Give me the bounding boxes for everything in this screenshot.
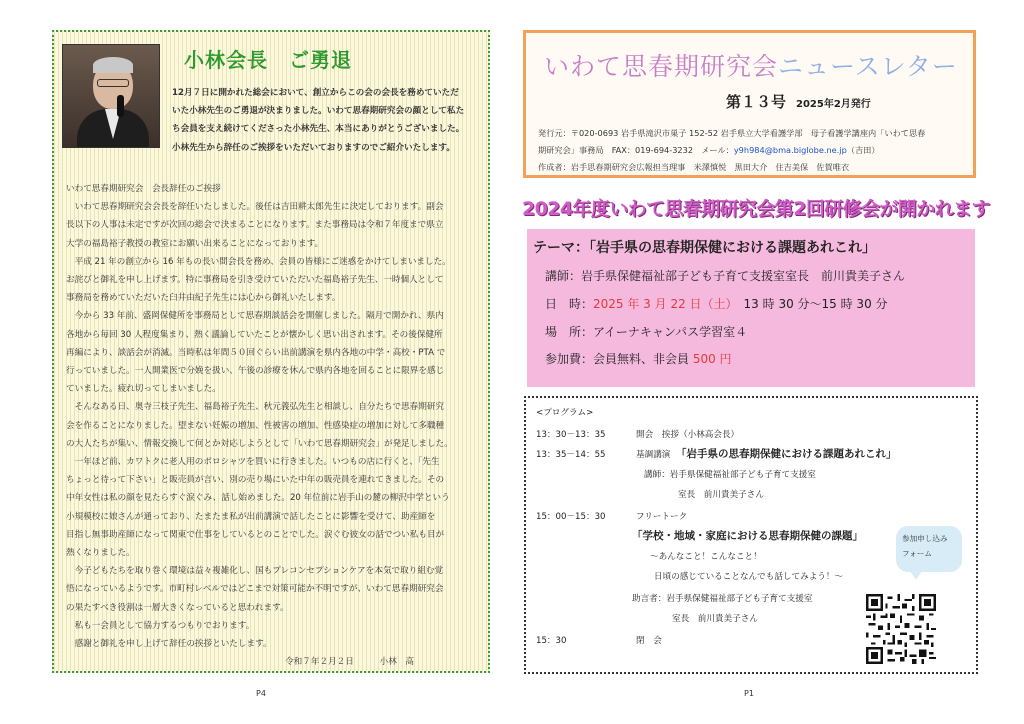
microphone-icon [117,95,124,117]
issue-number: 第１３号 [726,93,787,111]
program-time-2: 13：35－14：55 [536,450,606,460]
seminar-headline: 2024年度いわて思春期研究会第2回研修会が開かれます [522,198,990,220]
program-heading: <プログラム> [536,408,594,418]
lecturer-line: 講師：岩手県保健福祉部子ども子育て支援室室長 前川貴美子さん [545,269,906,283]
program-label-2: 基調講演 [636,450,671,460]
keynote-title: 「岩手県の思春期保健における課題あれこれ」 [676,448,897,460]
page-number-right: P1 [744,689,754,698]
program-time-3: 15：00－15：30 [536,512,606,522]
authors-line: 作成者：岩手思春期研究会広報担当理事 米澤慎悦 黒田大介 住吉美保 佐賀唯衣 [538,162,850,172]
page-number-left: P4 [256,689,266,698]
free-talk-title: 「学校・地域・家庭における思春期保健の課題」 [632,530,863,542]
letter-heading: いわて思春期研究会 会長辞任のご挨拶 [66,184,221,194]
keynote-lecturer-2: 室長 前川貴美子さん [678,490,764,500]
free-talk-sub-2: 日頃の感じていることなんでも話してみよう！～ [654,572,844,582]
program-label-3: フリートーク [636,512,688,522]
signup-form-bubble: 参加申し込み フォーム [896,526,962,572]
keynote-lecturer-1: 講師：岩手県保健福祉部子ども子育て支援室 [644,470,816,480]
issue-date: 2025年2月発行 [796,99,871,110]
letter-signature: 令和７年２月２日 小林 高 [285,657,414,668]
signup-qr-code[interactable] [866,594,936,664]
fee-line: 参加費：会員無料、非会員 500 円 [545,352,732,366]
seminar-theme-box [527,229,975,387]
program-box [524,396,978,674]
date-line: 日 時：2025 年 3 月 22 日（土） 13 時 30 分～15 時 30 分 [545,297,888,311]
program-item-1: 開会 挨拶（小林高会長） [636,430,740,440]
theme-title: テーマ：「岩手県の思春期保健における課題あれこれ」 [533,240,876,256]
newsletter-title: いわて思春期研究会ニュースレター [544,52,958,81]
intro-text: 12月７日に開かれた総会において、創立からこの会の会長を務めていただ いた小林先生のご勇退が決まりました。いわて思春期研究会の顔として私た ち会員を支え続けてくださった小林先生、本当にありがとうございました。 小林先生から辞任のご挨拶をいただいておりますのでご紹介いたします。 [172,88,465,153]
advisor-line-2: 室長 前川貴美子さん [672,614,758,624]
place-line: 場 所：アイーナキャンパス学習室４ [545,325,748,339]
free-talk-sub-1: ～あんなこと！こんなこと！ [650,552,762,562]
program-time-4: 15：30 [536,636,567,646]
left-page-panel [52,30,490,673]
newsletter-header-box [523,30,976,178]
program-item-4: 閉 会 [636,636,662,646]
chairman-photo [62,44,160,148]
resignation-letter: いわて思春期研究会 会長辞任のご挨拶 いわて思春期研究会会長を辞任いたしました。後任は吉田耕太郎先生に決定しております。副会 長以下の人事は未定ですが次回の総会で決まることになります。また事務局は令和７年度まで県立 大学の福島裕子教授の教室にお願い出来ることになっております。 平成 21 年の創立から 16 年もの長い間会長を務め、会員の皆様にご迷惑をかけてしまいました。 お詫びと御礼を申し上げます。特に事務局を引き受けていただいた福島裕子先生、一時個人として 事務局を務めていただいた臼井由紀子先生には心から御礼いたします。 今から 33 年前、盛岡保健所を事務局として思春期談話会を開催しました。隔月で開かれ、県内 各地から毎回 30 人程度集まり、熱く議論していたことが懐かしく思い出されます。その後保健所 再編により、談話会が消滅。当時私は年間５０回ぐらい出前講演を県内各地の中学・高校・PTA で 行っていました。一人開業医で分娩を扱い、午後の診療を休んで県内各地を回ることに限界を感じ ていました。疲れ切ってしまいました。 そんなある日、奥寺三枝子先生、福島裕子先生、秋元義弘先生と相談し、自分たちで思春期研究 会を作ることになりました。望まない妊娠の増加、性被害の増加、性感染症の増加に対して多職種 の大人たちが集い、情報交換して何とか対応しようとして「いわて思春期研究会」が発足しました。 一年ほど前、カワトクに老人用のポロシャツを買いに行きました。いつもの店に行くと、「先生 ちょっと待って下さい」と販売員が言い、別の売り場にいた中年の販売員を連れてきました。その 中年女性は私の顔を見たらすぐ涙ぐみ、話し始めました。20 年位前に岩手山の麓の柳沢中学という 小規模校に娘さんが通っており、たまたま私が出前講演で話したことに影響を受けて、助産師を 目指し無事助産師になって関東で仕事をしているとのことでした。涙ぐむ彼女の話でつい私も目が 熱くなりました。 今子どもたちを取り巻く環境は益々複雑化し、国もプレコンセプションケアを本気で取り組む覚 悟になっているようです。市町村レベルではどこまで対策可能か不明ですが、いわて思春期研究会 の果たすべき役割は一層大きくなっていると思われます。 私も一会員として協力するつもりでおります。 感謝と御礼を申し上げて辞任の挨拶といたします。 令和７年２月２日 小林 高 [66,180,484,671]
advisor-line-1: 助言者：岩手県保健福祉部子ども子育て支援室 [632,594,813,604]
publisher-info: 発行元：〒020-0693 岩手県滝沢市巣子 152-52 岩手県立大学看護学部 母子看護学講座内「いわて思春 期研究会」事務局 FAX：019-694-3232 メール：y9h984@bma.biglobe.ne.jp（吉田） 作成者：岩手思春期研究会広報担当理事 米澤慎悦 黒田大介 住吉美保 佐賀唯衣 [538,125,968,176]
program-time-1: 13：30－13：35 [536,430,606,440]
retirement-title: 小林会長 ご勇退 [184,48,352,72]
email-link[interactable]: y9h984@bma.biglobe.ne.jp [733,145,847,155]
